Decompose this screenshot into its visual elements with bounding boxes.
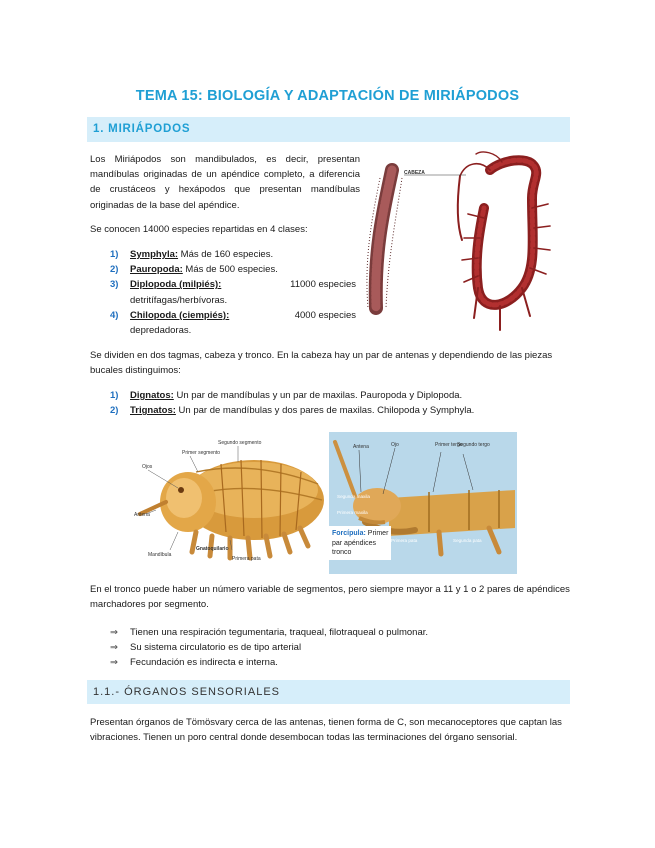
arrow-icon: ⇒ (110, 627, 118, 638)
label-gnatoquilario: Gnatoquilario (196, 546, 229, 552)
label-primera-maxila: Primera maxila (337, 510, 368, 515)
caption-text: Primer par apéndices tronco (332, 530, 389, 556)
list-number: 2) (110, 264, 119, 276)
label-primera-pata: Primera pata (232, 556, 261, 562)
forcipula-caption (332, 529, 392, 558)
list-item (110, 247, 356, 262)
traits-list (110, 625, 550, 671)
label-segundo-tergo: Segundo tergo (457, 442, 490, 448)
list-item (110, 388, 550, 403)
label-segundo-segmento: Segundo segmento (218, 440, 262, 446)
label-mandibula: Mandíbula (148, 552, 172, 558)
list-text: Más de 500 especies. (182, 264, 278, 276)
list-term: Chilopoda (ciempiés): (130, 309, 230, 321)
list-term: Trignatos: (130, 405, 176, 417)
arrow-icon: ⇒ (110, 642, 118, 654)
list-item (110, 277, 356, 307)
classes-intro: Se conocen 14000 especies repartidas en 4 clases: (90, 224, 308, 235)
list-text: Tienen una respiración tegumentaria, traqueal, filotraqueal o pulmonar. (130, 627, 429, 638)
list-text: Más de 160 especies. (178, 249, 274, 260)
tagmas-paragraph: Se dividen en dos tagmas, cabeza y tronco. En la cabeza hay un par de antenas y dependiendo de las piezas bucales distinguimos: (90, 350, 553, 377)
myriapod-photo-figure (362, 148, 572, 336)
trunk-paragraph: En el tronco puede haber un número variable de segmentos, pero siempre mayor a 11 y 1 o 2 pares de apéndices marchadores por segmento. (90, 584, 570, 611)
label-segunda-maxila: Segunda maxila (337, 494, 370, 499)
millipede-head-diagram (126, 432, 326, 574)
label-ojo: Ojo (391, 442, 399, 448)
intro-paragraph: Los Miriápodos son mandibulados, es decir, presentan mandíbulas originadas de un apéndice completo, a diferencia de crustáceos y hexápodos que presentan mandíbulas originadas de la base del apéndice. (90, 154, 360, 211)
list-item (110, 308, 356, 338)
list-item (110, 262, 356, 277)
section-heading-organos-sensoriales (87, 680, 570, 704)
list-number: 1) (110, 390, 119, 401)
list-number: 2) (110, 405, 119, 417)
label-ojos: Ojos (142, 464, 153, 470)
label-primer-tergo: Primer tergo (435, 442, 463, 448)
list-text: Un par de mandíbulas y un par de maxilas. Pauropoda y Diplopoda. (173, 390, 463, 401)
label-segunda-pata: Segunda pata (453, 538, 482, 543)
list-text: Fecundación es indirecta e interna. (130, 657, 278, 669)
list-term: Diplopoda (milpiés): (130, 279, 222, 291)
list-text: Su sistema circulatorio es de tipo arterial (130, 642, 302, 654)
label-primera-pata: Primera pata (391, 538, 418, 543)
list-number: 3) (110, 279, 119, 291)
label-head: CABEZA (404, 170, 425, 176)
list-text: 11000 especies (290, 279, 356, 291)
caption-term: Forcípula: (332, 530, 366, 537)
list-item (110, 403, 550, 418)
list-term: Symphyla: (130, 249, 179, 260)
page-title: TEMA 15: BIOLOGÍA Y ADAPTACIÓN DE MIRIÁPODOS (135, 88, 520, 104)
arrow-icon: ⇒ (110, 657, 118, 669)
label-antena: Antena (134, 512, 150, 518)
mouthparts-list (110, 388, 550, 418)
list-text-continued: depredadoras. (130, 325, 192, 337)
list-number: 4) (110, 309, 119, 321)
sensory-paragraph: Presentan órganos de Tömösvary cerca de las antenas, tienen forma de C, son mecanoceptores que captan las vibraciones. Tienen un poro central donde desembocan todas las terminaciones del órgano sensorial. (90, 717, 562, 744)
classes-list (110, 247, 356, 338)
list-text: 4000 especies (294, 309, 356, 321)
label-antena: Antena (353, 444, 369, 450)
list-text-continued: detritífagas/herbívoras. (130, 294, 228, 306)
list-item (110, 625, 550, 640)
list-term: Pauropoda: (130, 264, 183, 276)
section-heading-text: 1.1.- ÓRGANOS SENSORIALES (93, 686, 280, 698)
section-heading-miriapodos (87, 117, 570, 142)
list-term: Dignatos: (130, 390, 174, 401)
label-primer-segmento: Primer segmento (182, 450, 221, 456)
list-text: Un par de mandíbulas y dos pares de maxilas. Chilopoda y Symphyla. (175, 405, 475, 417)
section-heading-text: 1. MIRIÁPODOS (93, 123, 191, 135)
list-item (110, 655, 550, 670)
list-item (110, 640, 550, 655)
list-number: 1) (110, 249, 119, 260)
